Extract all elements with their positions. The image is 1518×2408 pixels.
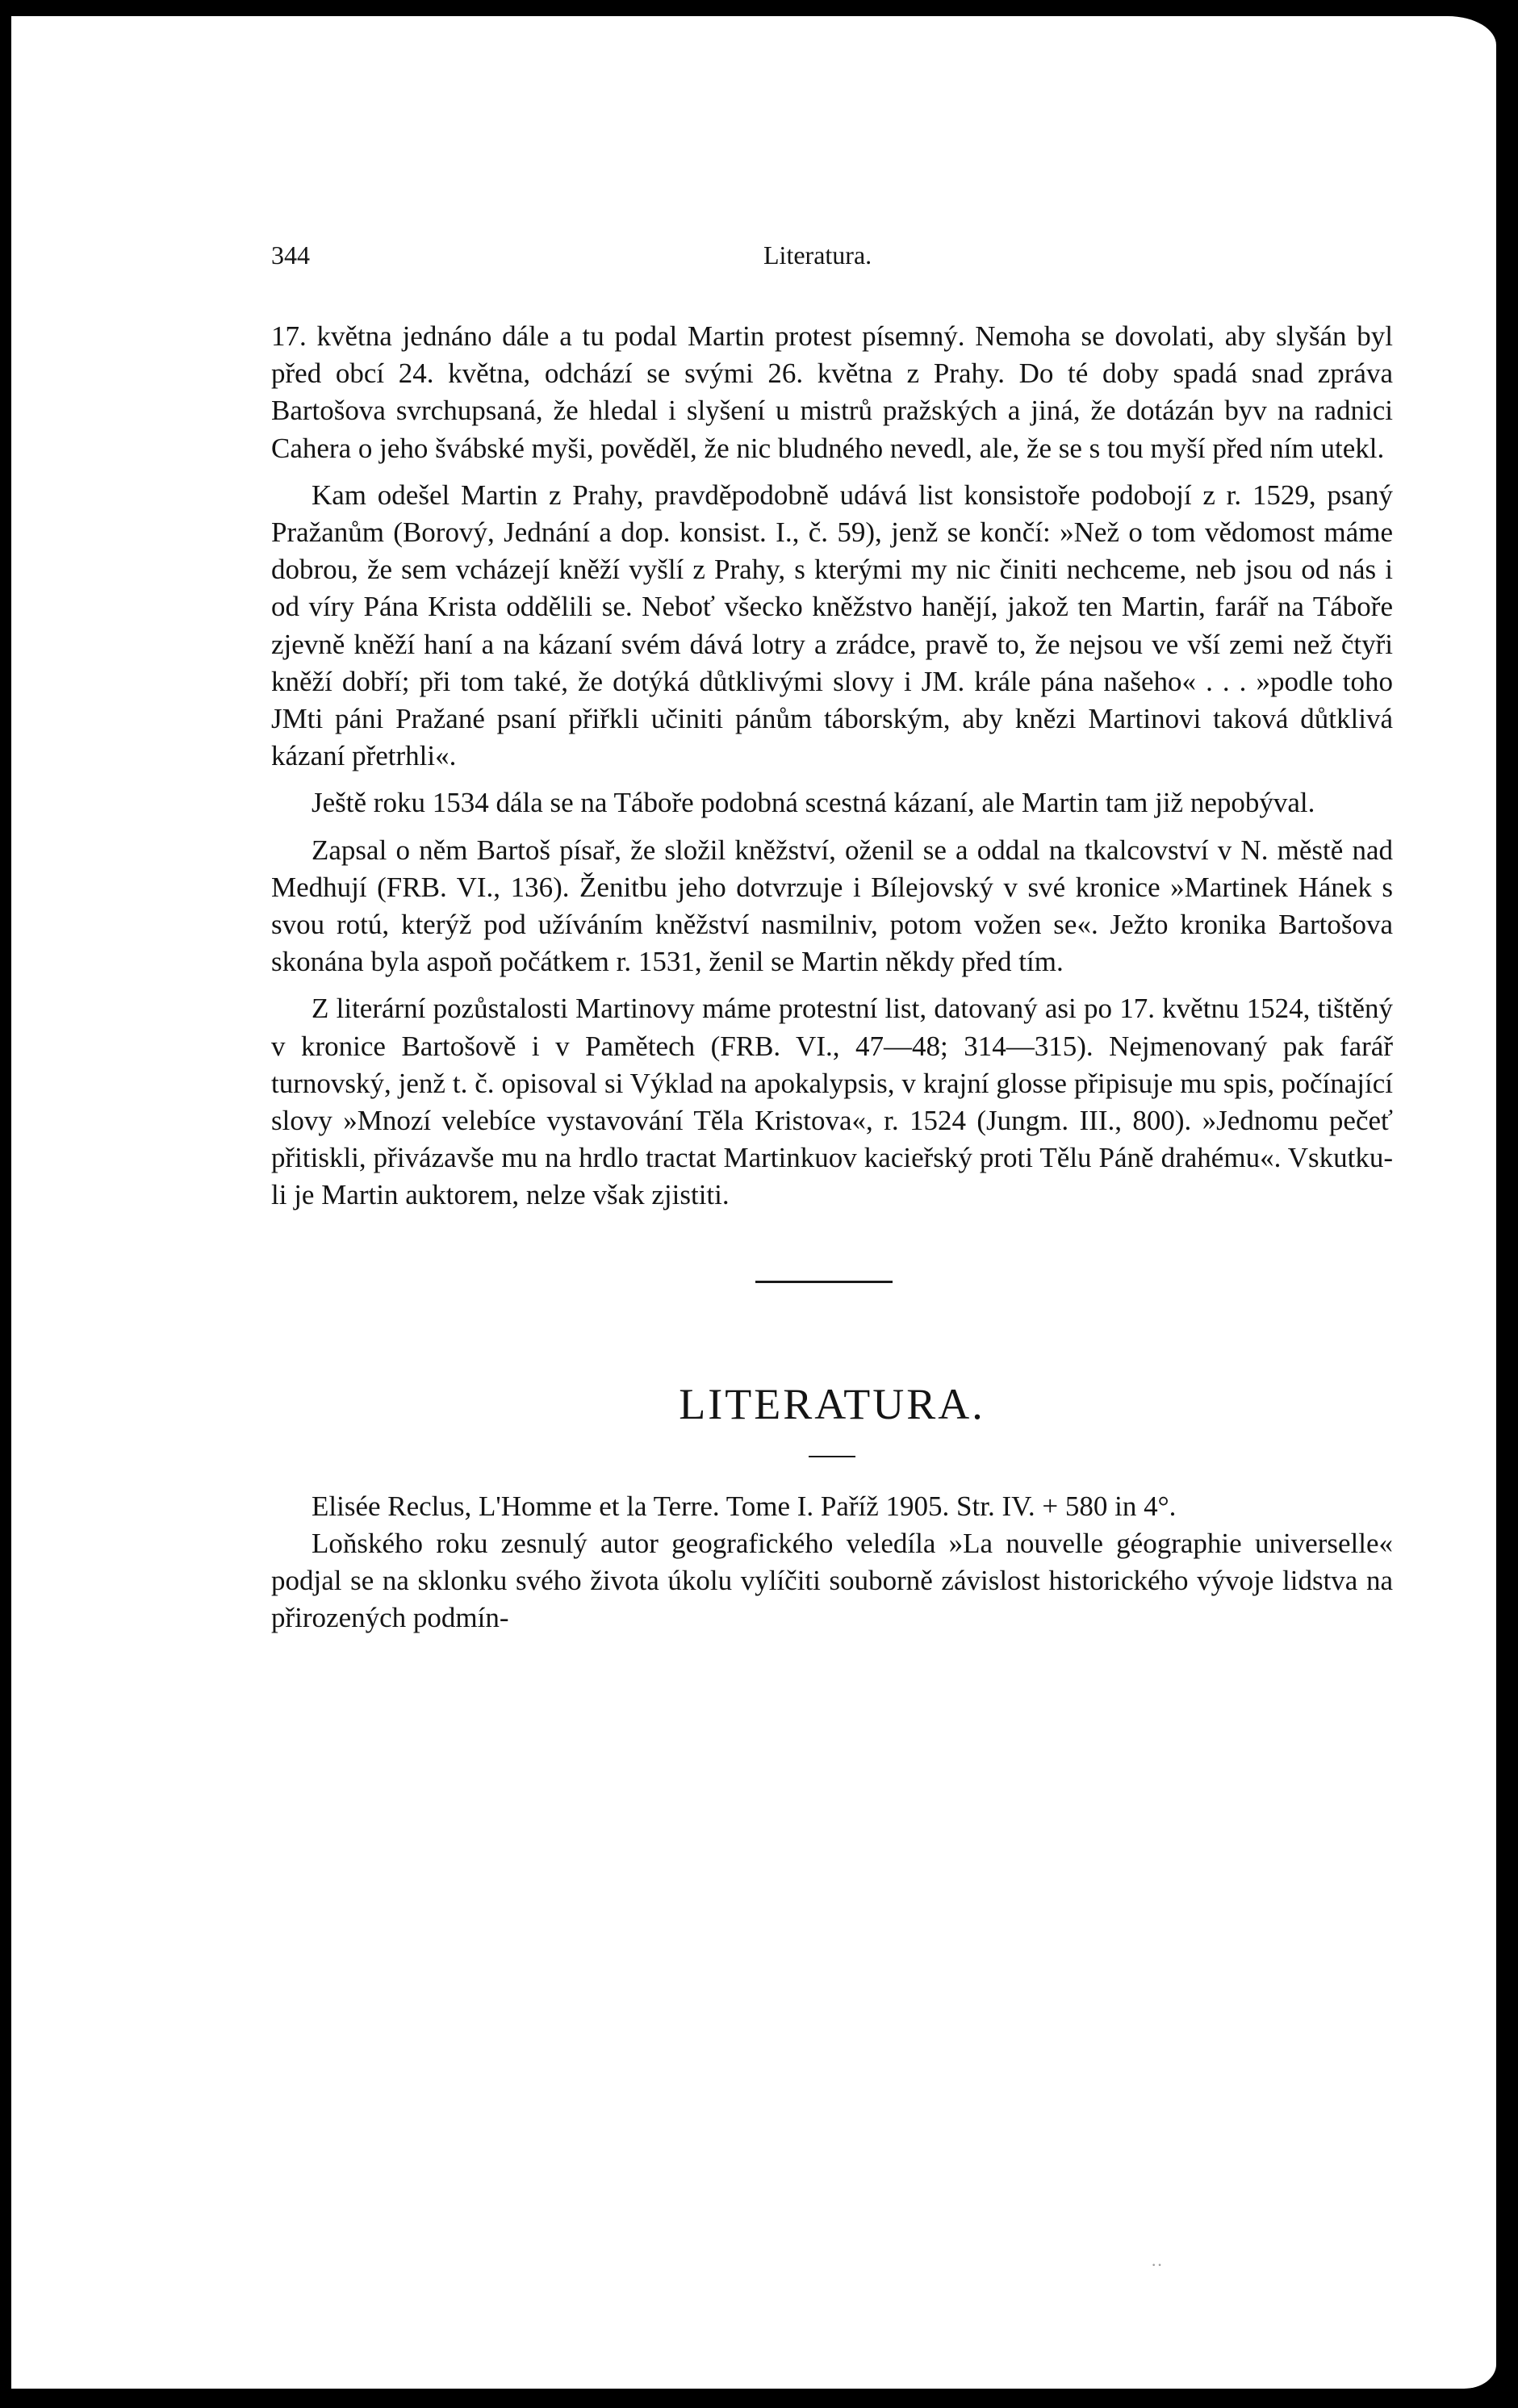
page-sheet bbox=[11, 16, 1496, 2389]
paragraph-2: Kam odešel Martin z Prahy, pravděpodobně udává list konsistoře podobojí z r. 1529, psaný Pražanům (Borový, Jednání a dop. konsist. I., č. 59), jenž se končí: »Než o tom vědomost máme dobrou, že sem vcházejí kněží vyšlí z Prahy, s kterými my nic činiti nechceme, neb jsou od nás i od víry Pána Krista oddělili se. Neboť všecko kněžstvo hanějí, jakož ten Martin, farář na Táboře zjevně kněží haní a na kázaní svém dává lotry a zrádce, pravě to, že nejsou ve vší zemi než čtyři kněží dobří; při tom také, že dotýká důtklivými slovy i JM. krále pána našeho« . . . »podle toho JMti páni Pražané psaní přiřkli učiniti pánům táborským, aby knězi Martinovi taková důtklivá kázaní přetrhli«. bbox=[271, 479, 1393, 772]
review-entry bbox=[271, 1488, 1393, 1637]
section-title: LITERATURA. bbox=[679, 1379, 985, 1428]
body-text bbox=[271, 318, 1393, 1214]
paragraph-4: Zapsal o něm Bartoš písař, že složil kněžství, oženil se a oddal na tkalcovství v N. městě nad Medhují (FRB. VI., 136). Ženitbu jeho dotvrzuje i Bílejovský v své kronice »Martinek Hánek s svou rotú, kterýž pod užíváním kněžství nasmilniv, potom vožen se«. Ježto kronika Bartošova skonána byla aspoň počátkem r. 1531, ženil se Martin někdy před tím. bbox=[271, 834, 1393, 978]
review-text: Loňského roku zesnulý autor geografického veledíla »La nouvelle géographie universelle« podjal se na sklonku svého života úkolu vylíčiti souborně závislost historického vývoje lidstva na přirozených podmín- bbox=[271, 1527, 1393, 1634]
paragraph-5: Z literární pozůstalosti Martinovy máme protestní list, datovaný asi po 17. květnu 1524, tištěný v kronice Bartošově i v Pamětech (FRB. VI., 47—48; 314—315). Nejmenovaný pak farář turnovský, jenž t. č. opisoval si Výklad na apokalypsis, v krajní glosse připisuje mu spis, počínající slovy »Mnozí velebíce vystavování Těla Kristova«, r. 1524 (Jungm. III., 800). »Jednomu pečeť přitiskli, přivázavše mu na hrdlo tractat Martinkuov kacieřský proti Tělu Páně drahému«. Vskutku-li je Martin auktorem, nelze však zjistiti. bbox=[271, 993, 1393, 1211]
running-title: Literatura. bbox=[763, 240, 872, 270]
paragraph-1: 17. května jednáno dále a tu podal Martin protest písemný. Nemoha se dovolati, aby slyšán byl před obcí 24. května, odchází se svými 26. května z Prahy. Do té doby spadá snad zpráva Bartošova svrchupsaná, že hledal i slyšení u mistrů pražských a jiná, že dotázán byv na radnici Cahera o jeho švábské myši, pověděl, že nic bludného nevedl, ale, že se s tou myší před ním utekl. bbox=[271, 320, 1393, 464]
footer-mark: ·· bbox=[1151, 2255, 1163, 2275]
section-divider bbox=[755, 1281, 893, 1283]
paragraph-3: Ještě roku 1534 dála se na Táboře podobná scestná kázaní, ale Martin tam již nepobýval. bbox=[312, 787, 1315, 819]
review-citation: Elisée Reclus, L'Homme et la Terre. Tome I. Paříž 1905. Str. IV. + 580 in 4°. bbox=[312, 1490, 1177, 1522]
page-content bbox=[271, 240, 1393, 1637]
title-underline bbox=[809, 1456, 855, 1457]
page-header bbox=[271, 240, 1393, 279]
page-number: 344 bbox=[271, 240, 310, 270]
